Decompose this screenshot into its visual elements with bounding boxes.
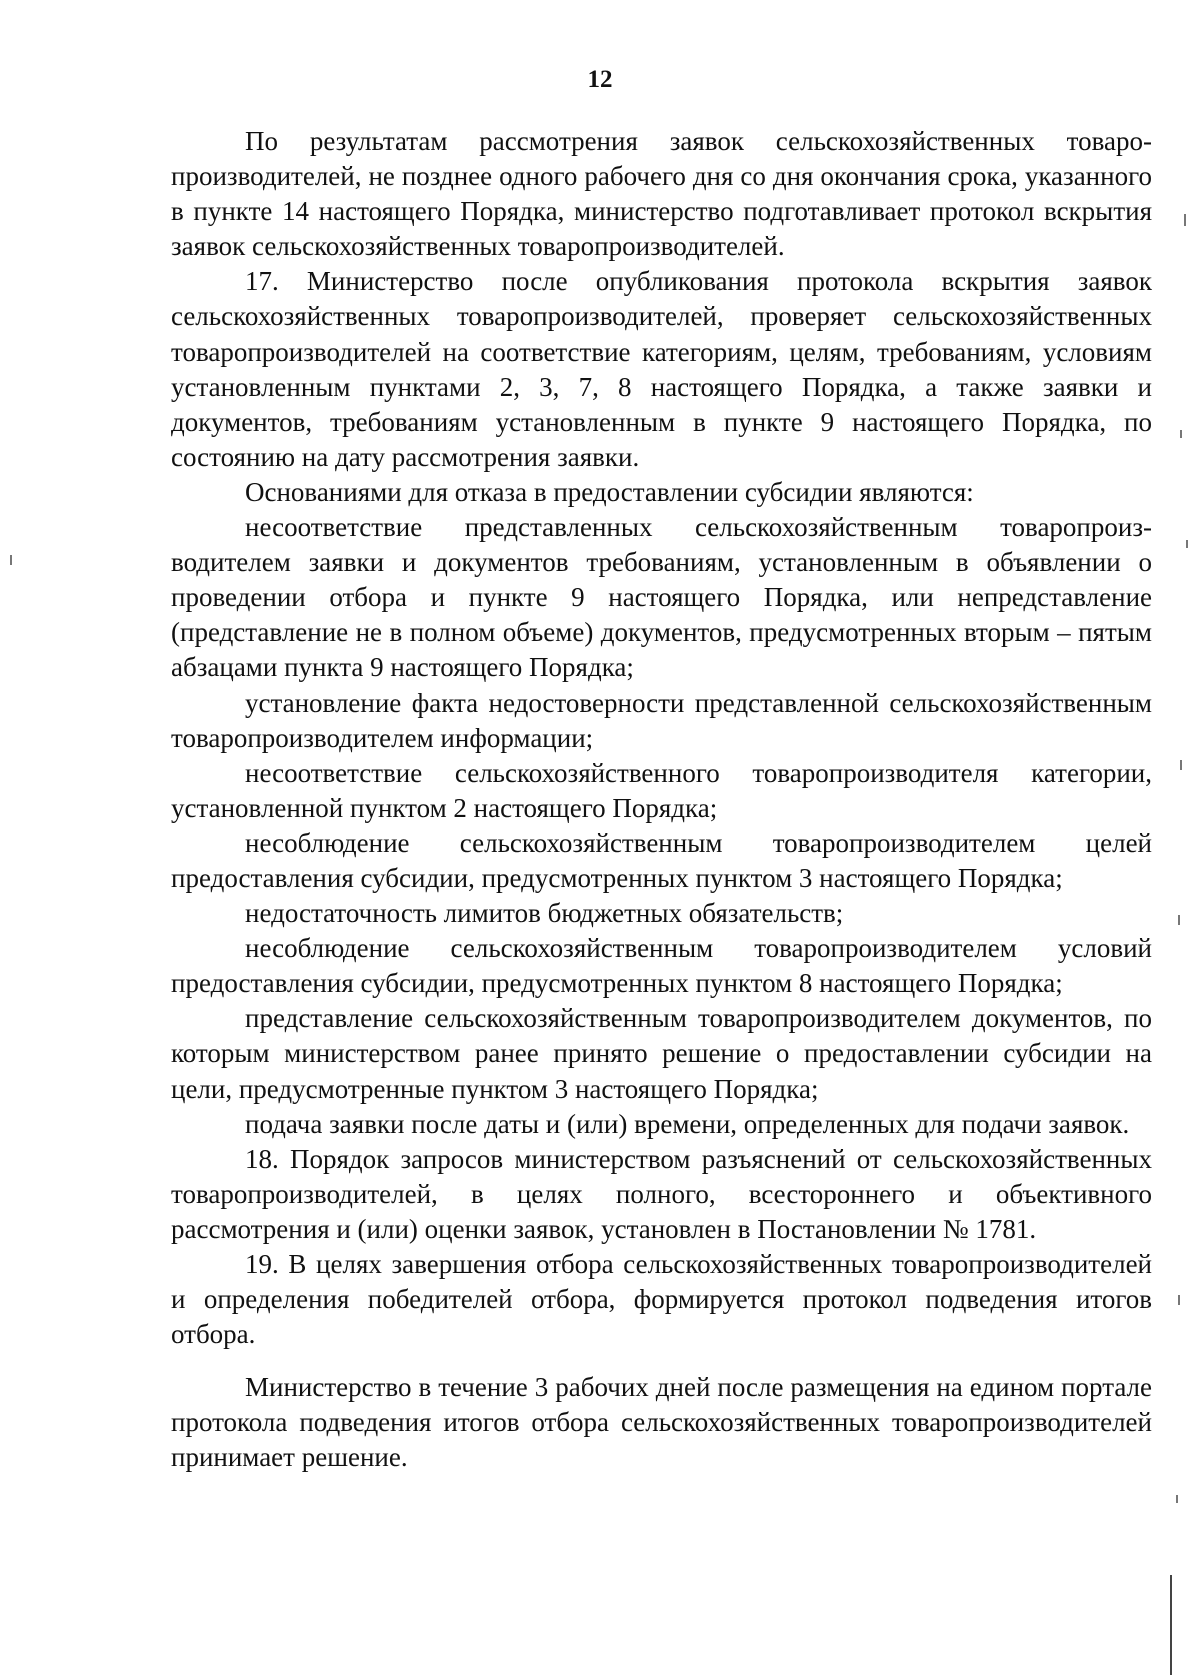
paragraph: подача заявки после даты и (или) времени, определенных для подачи заявок. (245, 1108, 1130, 1139)
scan-edge-line (1170, 1575, 1172, 1675)
paragraph: недостаточность лимитов бюджетных обязательств; (245, 898, 844, 929)
paragraph: установление факта недостоверности представленной сельскохозяйственным товаропроизводителем информации; (171, 687, 1152, 753)
paragraph: несоответствие представленных сельскохозяйственным товаропроизводителем заявки и документов требованиям, установленным в объявлении о проведении отбора и пункте 9 настоящего Порядка, или непредставление (представление не в полном объеме) документов, предусмотренных вторым – пятым абзацами пункта 9 настоящего Порядка; (171, 512, 1152, 683)
scan-speck (1180, 430, 1182, 438)
page-number: 12 (587, 66, 613, 93)
scan-speck (1178, 1295, 1180, 1305)
document-body (171, 124, 1152, 1476)
paragraph: представление сельскохозяйственным товаропроизводителем документов, по которым министерством ранее принято решение о предоставлении субсидии на цели, предусмотренные пунктом 3 настоящего Порядка; (171, 1003, 1152, 1104)
scan-speck (1180, 760, 1182, 770)
paragraph: 17. Министерство после опубликования протокола вскрытия заявок сельскохозяйственных товаропроизводителей, проверяет сельскохозяйственных товаропроизводителей на соответствие категориям, целям, требованиям, условиям установленным пунктами 2, 3, 7, 8 настоящего Порядка, а также заявки и документов, требованиям установленным в пункте 9 настоящего Порядка, по состоянию на дату рассмотрения заявки. (171, 266, 1152, 472)
scan-speck (1184, 214, 1186, 226)
paragraph: 19. В целях завершения отбора сельскохозяйственных товаропроизводителей и определения победителей отбора, формируется протокол подведения итогов отбора. (171, 1249, 1152, 1350)
paragraph: По результатам рассмотрения заявок сельскохозяйственных товаропроизводителей, не позднее одного рабочего дня со дня окончания срока, указанного в пункте 14 настоящего Порядка, министерство подготавливает протокол вскрытия заявок сельскохозяйственных товаропроизводителей. (171, 126, 1152, 262)
paragraph: несоответствие сельскохозяйственного товаропроизводителя категории, установленной пунктом 2 настоящего Порядка; (171, 757, 1152, 823)
paragraph: несоблюдение сельскохозяйственным товаропроизводителем условий предоставления субсидии, предусмотренных пунктом 8 настоящего Порядка; (171, 933, 1152, 999)
paragraph: Министерство в течение 3 рабочих дней после размещения на едином портале протокола подведения итогов отбора сельскохозяйственных товаропроизводителей принимает решение. (171, 1372, 1152, 1473)
paragraph: Основаниями для отказа в предоставлении субсидии являются: (245, 476, 974, 507)
paragraph: 18. Порядок запросов министерством разъяснений от сельскохозяйственных товаропроизводителей, в целях полного, всестороннего и объективного рассмотрения и (или) оценки заявок, установлен в Постановлении № 1781. (171, 1143, 1152, 1244)
scan-speck (1186, 540, 1188, 548)
scan-speck (1176, 1495, 1178, 1503)
scan-speck (10, 555, 12, 565)
scan-speck (1178, 915, 1180, 925)
paragraph: несоблюдение сельскохозяйственным товаропроизводителем целей предоставления субсидии, предусмотренных пунктом 3 настоящего Порядка; (171, 827, 1152, 893)
